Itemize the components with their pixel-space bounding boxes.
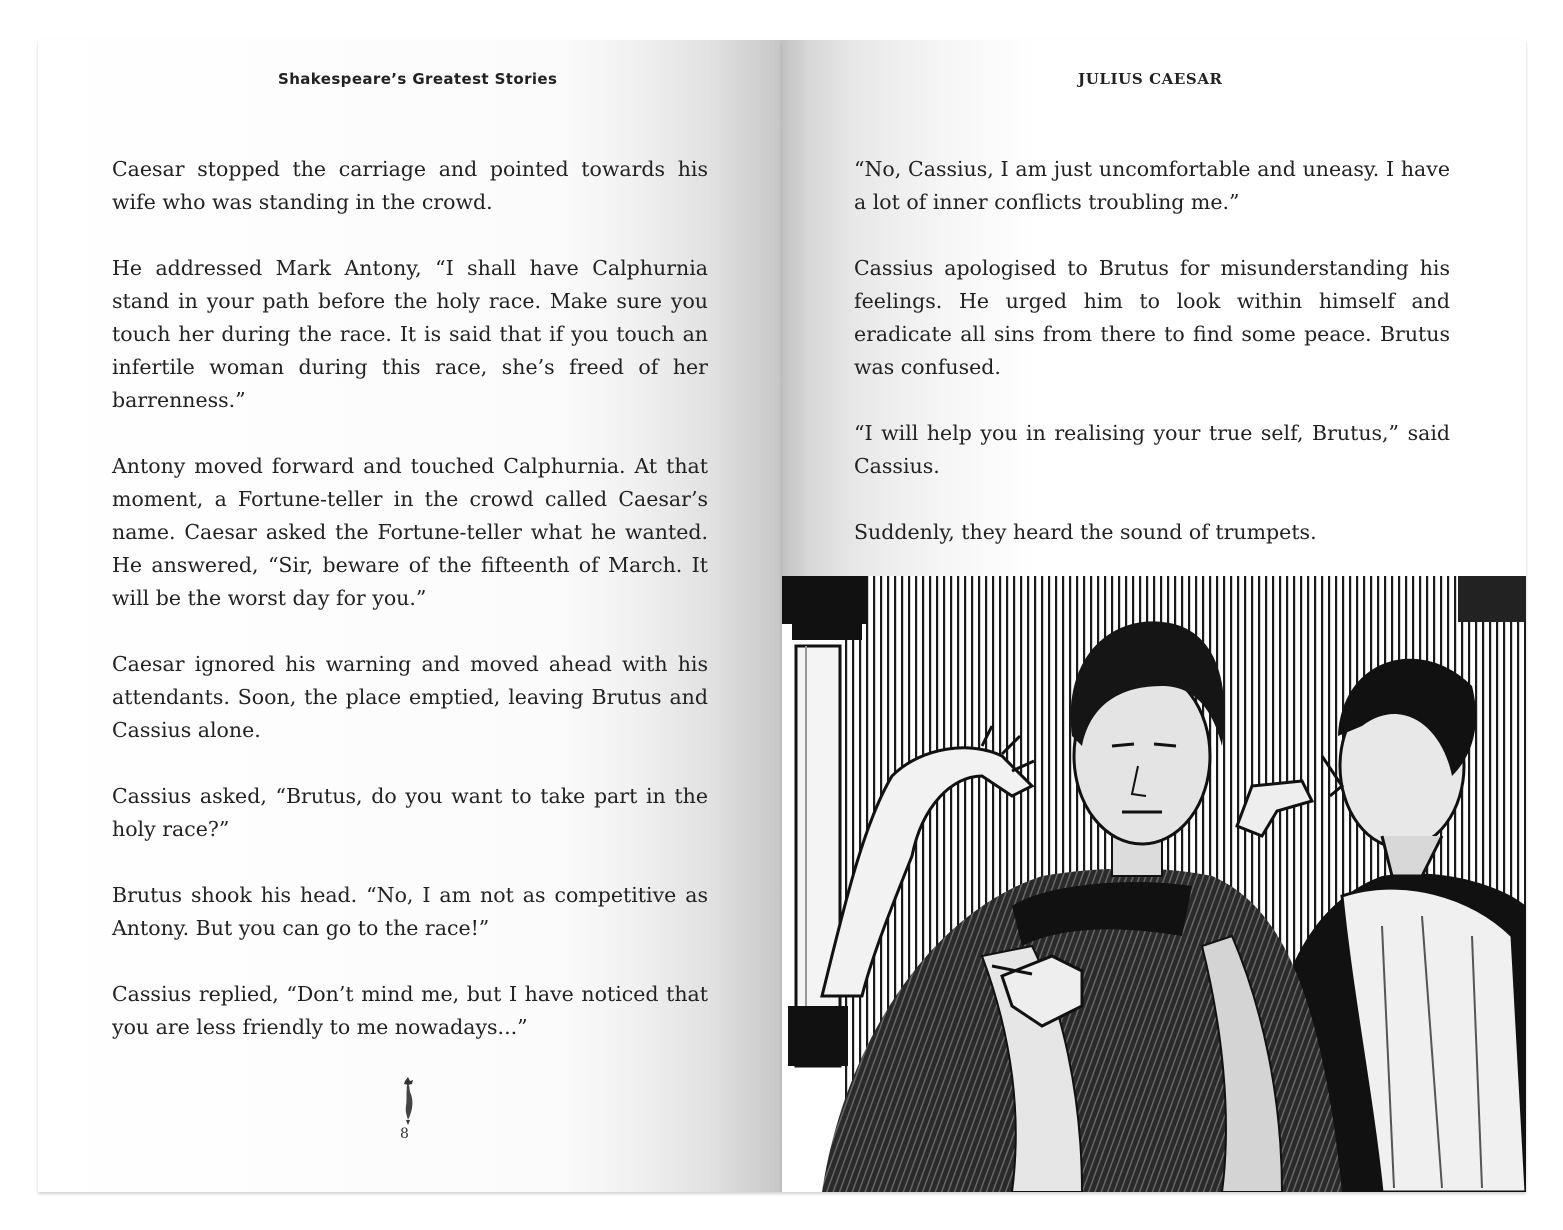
right-running-head: JULIUS CAESAR [1078, 70, 1223, 88]
paragraph: Cassius asked, “Brutus, do you want to take part in the holy race?” [112, 784, 708, 841]
paragraph: Antony moved forward and touched Calphurnia. At that moment, a Fortune-teller in the crowd called Caesar’s name. Caesar asked the Fortune-teller what he wanted. He answered, “Sir, beware of the fifteenth of March. It will be the worst day for you.” [112, 454, 708, 610]
left-running-head: Shakespeare’s Greatest Stories [278, 70, 558, 88]
paragraph: Caesar stopped the carriage and pointed towards his wife who was standing in the crowd. [112, 157, 708, 214]
paragraph: “I will help you in realising your true self, Brutus,” said Cassius. [854, 421, 1450, 478]
paragraph: Brutus shook his head. “No, I am not as competitive as Antony. But you can go to the race!” [112, 883, 708, 940]
cassius-brutus-illustration [782, 576, 1526, 1192]
paragraph: Cassius apologised to Brutus for misunderstanding his feelings. He urged him to look within himself and eradicate all sins from there to find some peace. Brutus was confused. [854, 256, 1450, 379]
page-number: 8 [400, 1126, 409, 1142]
left-page [38, 40, 782, 1192]
paragraph: “No, Cassius, I am just uncomfortable and uneasy. I have a lot of inner conflicts troubling me.” [854, 157, 1450, 214]
paragraph: Cassius replied, “Don’t mind me, but I have noticed that you are less friendly to me nowadays...” [112, 982, 708, 1039]
paragraph: He addressed Mark Antony, “I shall have Calphurnia stand in your path before the holy race. Make sure you touch her during the race. It is said that if you touch an infertile woman during this race, she’s freed of her barrenness.” [112, 256, 708, 412]
right-text-block [854, 153, 1450, 582]
left-text-block [112, 153, 708, 1077]
dagger-icon [394, 1076, 422, 1126]
right-page [782, 40, 1526, 1192]
paragraph: Suddenly, they heard the sound of trumpets. [854, 520, 1317, 544]
paragraph: Caesar ignored his warning and moved ahead with his attendants. Soon, the place emptied, leaving Brutus and Cassius alone. [112, 652, 708, 742]
